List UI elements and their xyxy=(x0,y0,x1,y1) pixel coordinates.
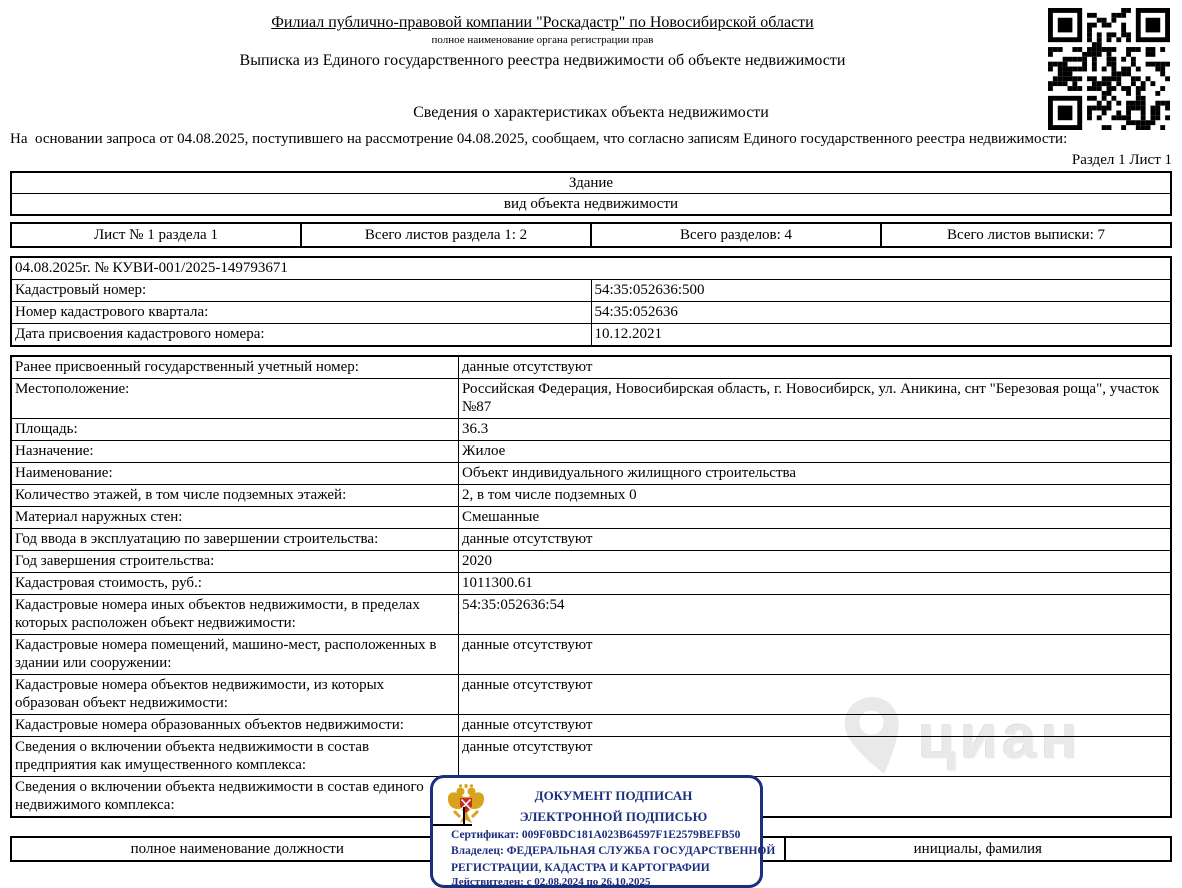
table-row xyxy=(11,302,1171,324)
stamp-owner-line2: РЕГИСТРАЦИИ, КАДАСТРА И КАРТОГРАФИИ xyxy=(451,862,710,874)
field-label: Площадь: xyxy=(11,419,459,441)
field-label: Сведения о включении объекта недвижимости в состав единого недвижимого комплекса: xyxy=(11,777,459,818)
table-row xyxy=(11,419,1171,441)
field-value: 1011300.61 xyxy=(459,573,1172,595)
field-value: 36.3 xyxy=(459,419,1172,441)
request-number: 04.08.2025г. № КУВИ-001/2025-149793671 xyxy=(11,257,1171,280)
table-row xyxy=(11,635,1171,675)
position-caption: полное наименование должности xyxy=(11,837,464,861)
field-label: Материал наружных стен: xyxy=(11,507,459,529)
field-value: Жилое xyxy=(459,441,1172,463)
field-label: Кадастровые номера иных объектов недвижимости, в пределах которых расположен объект недвижимости: xyxy=(11,595,459,635)
field-value: 2, в том числе подземных 0 xyxy=(459,485,1172,507)
field-value: данные отсутствуют xyxy=(459,715,1172,737)
field-label: Назначение: xyxy=(11,441,459,463)
field-label: Год ввода в эксплуатацию по завершении строительства: xyxy=(11,529,459,551)
field-label: Наименование: xyxy=(11,463,459,485)
header-cell: Всего листов раздела 1: 2 xyxy=(301,223,591,247)
form-line-vertical xyxy=(463,807,465,824)
table-row xyxy=(11,595,1171,635)
field-value: 10.12.2021 xyxy=(591,324,1171,347)
intro-paragraph: На основании запроса от 04.08.2025, поступившего на рассмотрение 04.08.2025, сообщаем, что согласно записям Единого государственного реестра недвижимости: xyxy=(10,131,1068,147)
header-cell: Всего разделов: 4 xyxy=(591,223,881,247)
table-row xyxy=(11,463,1171,485)
table-row xyxy=(11,324,1171,347)
initials-caption: инициалы, фамилия xyxy=(785,837,1171,861)
field-label: Дата присвоения кадастрового номера: xyxy=(11,324,591,347)
field-label: Кадастровые номера объектов недвижимости, из которых образован объект недвижимости: xyxy=(11,675,459,715)
stamp-certificate: Сертификат: 009F0BDC181A023B64597F1E2579BEFB50 xyxy=(451,829,741,841)
stamp-validity: Действителен: с 02.08.2024 по 26.10.2025 xyxy=(451,876,651,888)
table-row xyxy=(11,356,1171,379)
watermark-text: циан xyxy=(918,702,1083,772)
table-row xyxy=(11,223,1171,247)
org-name: Филиал публично-правовой компании "Роскадастр" по Новосибирской области xyxy=(271,14,814,31)
table-row xyxy=(11,485,1171,507)
document-header xyxy=(0,0,1085,70)
header-cell: Лист № 1 раздела 1 xyxy=(11,223,301,247)
field-label: Номер кадастрового квартала: xyxy=(11,302,591,324)
field-label: Кадастровые номера образованных объектов недвижимости: xyxy=(11,715,459,737)
field-label: Сведения о включении объекта недвижимости в состав предприятия как имущественного комплекса: xyxy=(11,737,459,777)
object-type-table xyxy=(10,171,1172,216)
table-row xyxy=(11,280,1171,302)
field-label: Кадастровые номера помещений, машино-мест, расположенных в здании или сооружении: xyxy=(11,635,459,675)
qr-code xyxy=(1048,8,1170,130)
field-label: Кадастровый номер: xyxy=(11,280,591,302)
field-label: Ранее присвоенный государственный учетный номер: xyxy=(11,356,459,379)
field-value: данные отсутствуют xyxy=(459,675,1172,715)
object-type-caption: вид объекта недвижимости xyxy=(11,194,1171,216)
object-type-value: Здание xyxy=(11,172,1171,194)
section-sheet-ref: Раздел 1 Лист 1 xyxy=(1071,152,1172,168)
cadastre-table xyxy=(10,256,1172,347)
field-label: Местоположение: xyxy=(11,379,459,419)
table-row xyxy=(11,379,1171,419)
field-value: данные отсутствуют xyxy=(459,737,1172,777)
table-row xyxy=(11,507,1171,529)
table-row xyxy=(11,441,1171,463)
org-name-caption: полное наименование органа регистрации прав xyxy=(431,34,654,46)
table-row xyxy=(11,573,1171,595)
table-row xyxy=(11,529,1171,551)
stamp-owner-line1: Владелец: ФЕДЕРАЛЬНАЯ СЛУЖБА ГОСУДАРСТВЕННОЙ xyxy=(451,845,776,857)
field-value: 2020 xyxy=(459,551,1172,573)
sheet-info-table xyxy=(10,222,1172,248)
field-label: Кадастровая стоимость, руб.: xyxy=(11,573,459,595)
stamp-title-line1: ДОКУМЕНТ ПОДПИСАН xyxy=(534,788,693,803)
table-row xyxy=(11,737,1171,777)
document-title: Выписка из Единого государственного реестра недвижимости об объекте недвижимости xyxy=(239,52,846,69)
field-value: Смешанные xyxy=(459,507,1172,529)
field-value: 54:35:052636 xyxy=(591,302,1171,324)
field-value: данные отсутствуют xyxy=(459,635,1172,675)
field-value: 54:35:052636:54 xyxy=(459,595,1172,635)
field-value: 54:35:052636:500 xyxy=(591,280,1171,302)
details-table xyxy=(10,355,1172,818)
digital-signature-stamp xyxy=(430,775,776,888)
field-value: Российская Федерация, Новосибирская область, г. Новосибирск, ул. Аникина, снт "Березовая роща", участок №87 xyxy=(459,379,1172,419)
form-line-horizontal xyxy=(433,824,472,826)
section-title: Сведения о характеристиках объекта недвижимости xyxy=(413,104,769,121)
header-cell: Всего листов выписки: 7 xyxy=(881,223,1171,247)
field-value: данные отсутствуют xyxy=(459,529,1172,551)
table-row xyxy=(11,675,1171,715)
stamp-title-line2: ЭЛЕКТРОННОЙ ПОДПИСЬЮ xyxy=(519,809,708,824)
field-label: Количество этажей, в том числе подземных этажей: xyxy=(11,485,459,507)
field-value: Объект индивидуального жилищного строительства xyxy=(459,463,1172,485)
table-row xyxy=(11,551,1171,573)
field-label: Год завершения строительства: xyxy=(11,551,459,573)
table-row xyxy=(11,715,1171,737)
field-value: данные отсутствуют xyxy=(459,356,1172,379)
